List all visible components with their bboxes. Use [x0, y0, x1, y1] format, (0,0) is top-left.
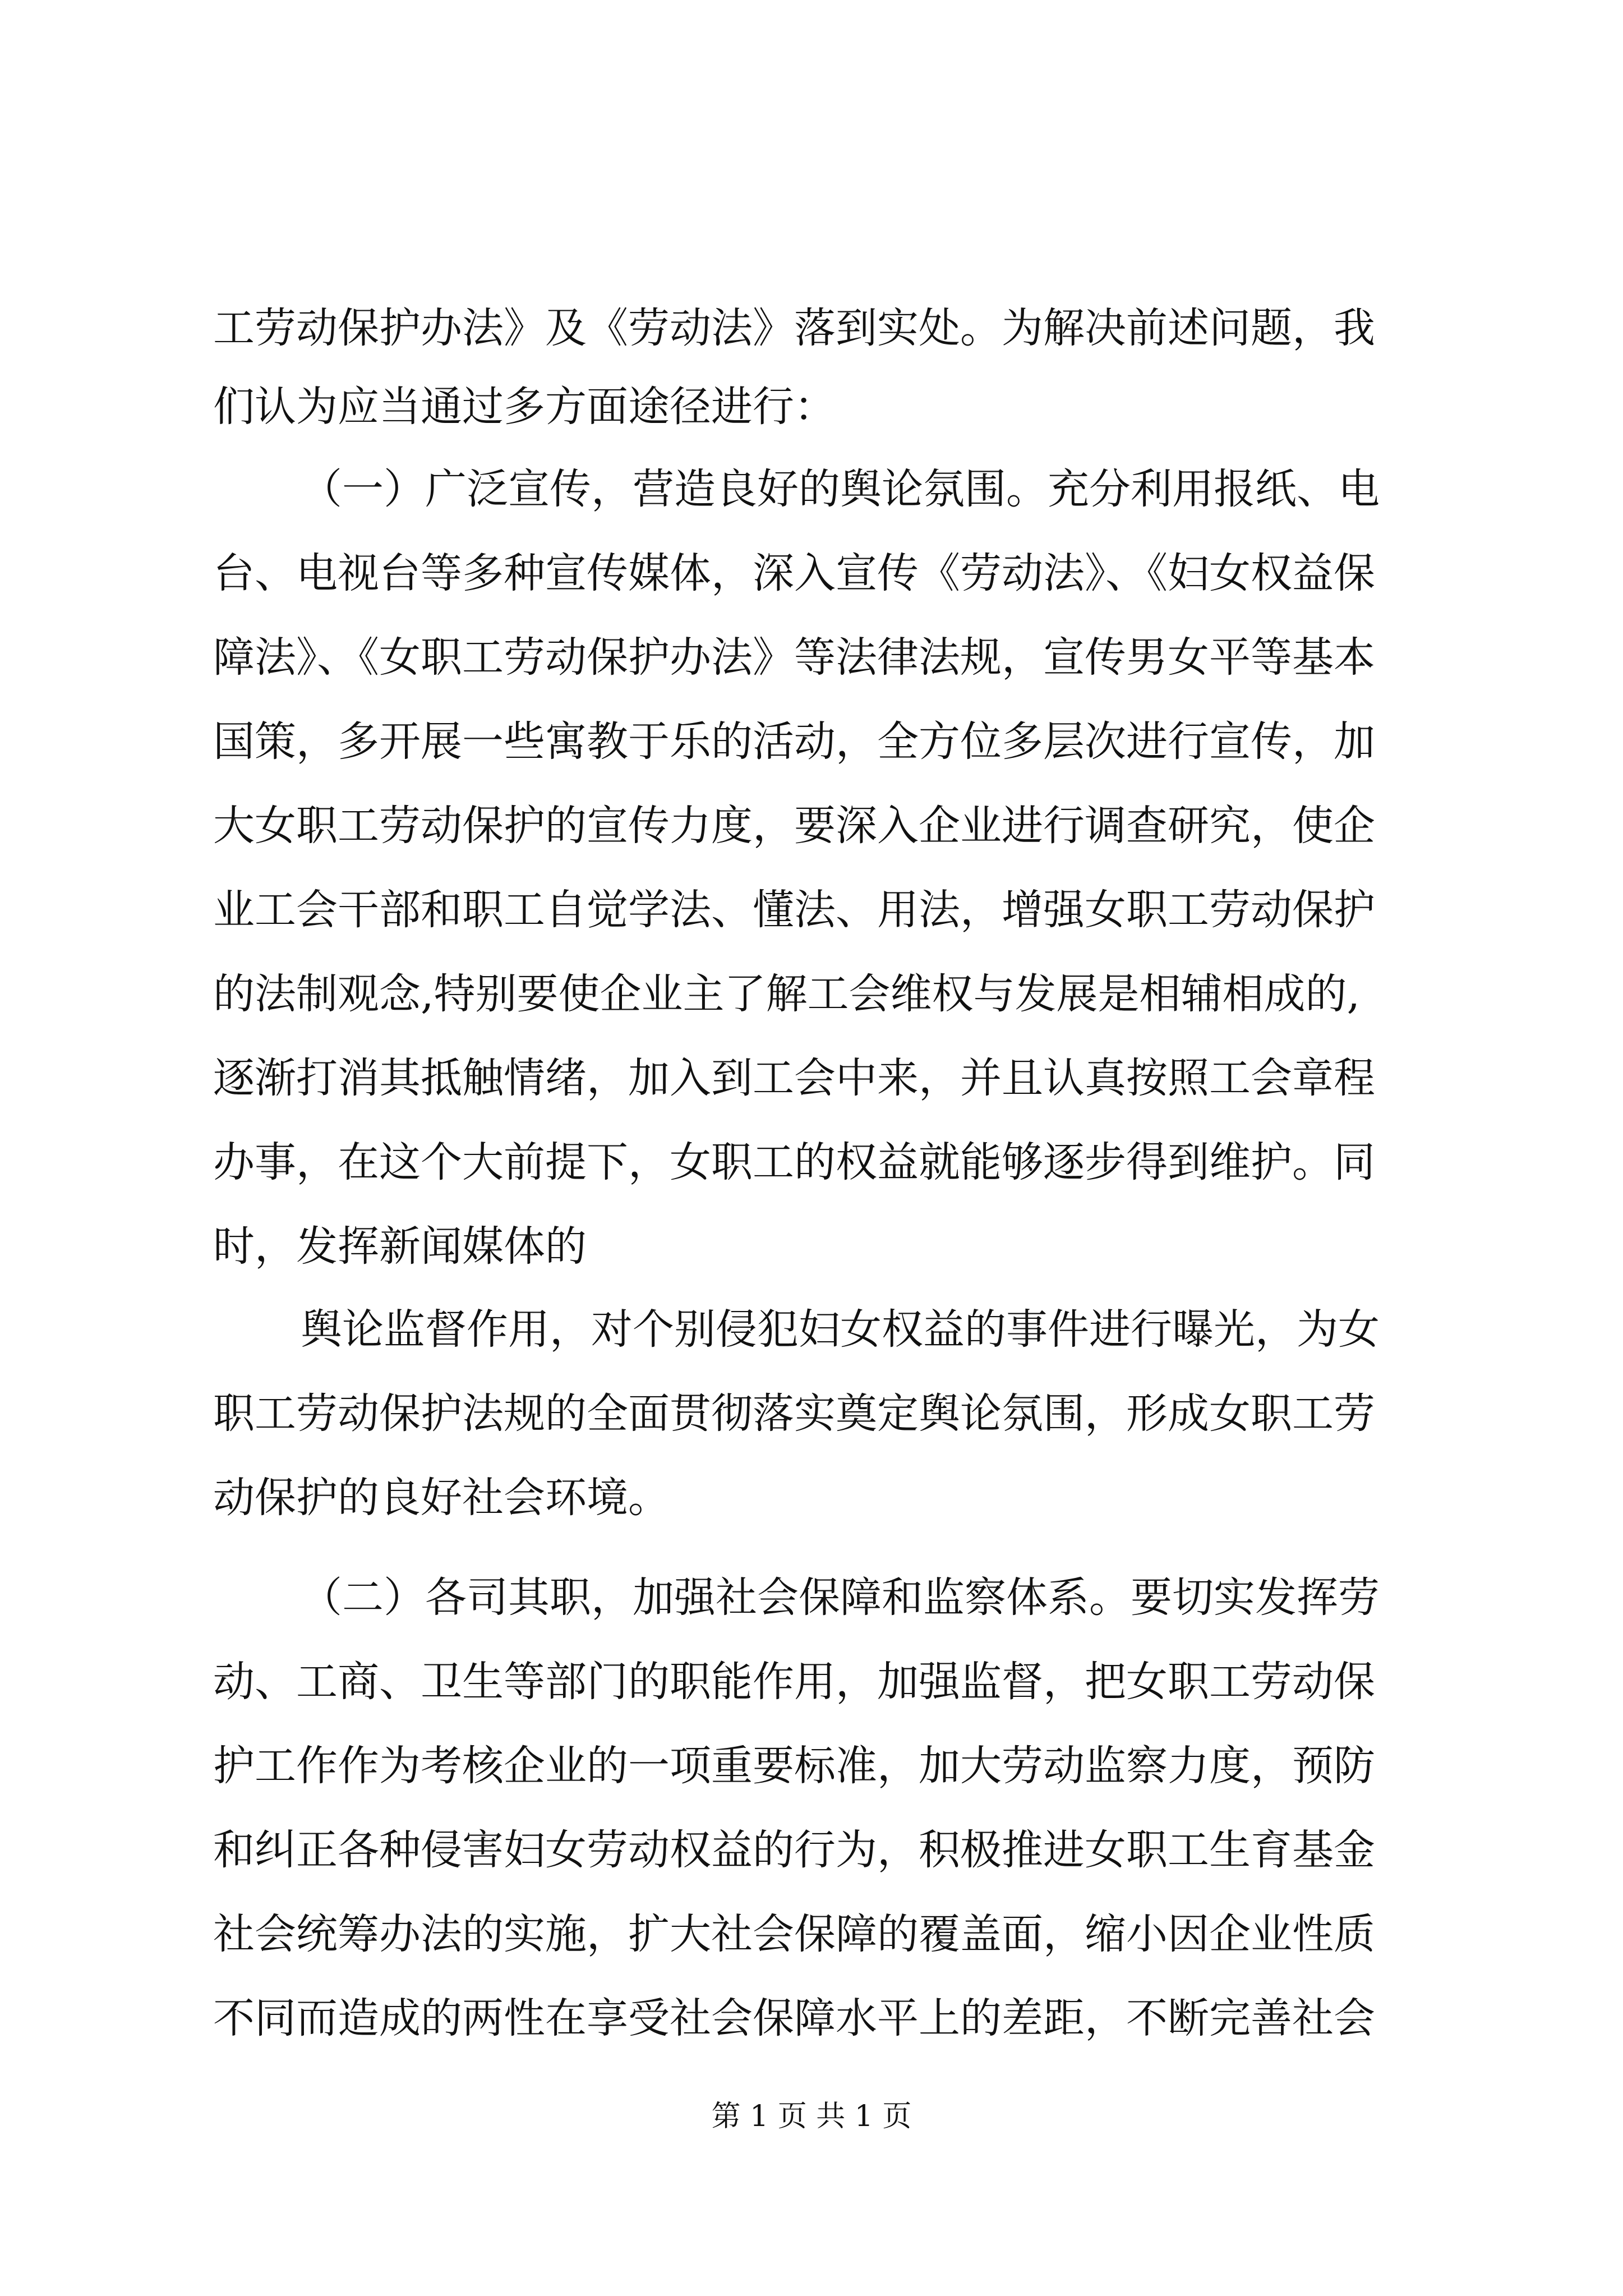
text-line: 职工劳动保护法规的全面贯彻落实奠定舆论氛围，形成女职工劳: [213, 1389, 1375, 1438]
text-line: 工劳动保护办法》及《劳动法》落到实处。为解决前述问题，我: [213, 304, 1375, 352]
text-line: 动、工商、卫生等部门的职能作用，加强监督，把女职工劳动保: [213, 1658, 1375, 1706]
paragraph-start-line: 舆论监督作用，对个别侵犯妇女权益的事件进行曝光，为女: [301, 1305, 1380, 1354]
text-line: 逐渐打消其抵触情绪，加入到工会中来，并且认真按照工会章程: [213, 1054, 1375, 1102]
paragraph-start-line: （一）广泛宣传，营造良好的舆论氛围。充分利用报纸、电: [301, 465, 1380, 513]
text-line: 社会统筹办法的实施，扩大社会保障的覆盖面，缩小因企业性质: [213, 1910, 1375, 1958]
text-line: 和纠正各种侵害妇女劳动权益的行为，积极推进女职工生育基金: [213, 1826, 1375, 1874]
text-line: 业工会干部和职工自觉学法、懂法、用法，增强女职工劳动保护: [213, 886, 1375, 934]
text-line: 动保护的良好社会环境。: [213, 1474, 670, 1522]
paragraph-start-line: （二）各司其职，加强社会保障和监察体系。要切实发挥劳: [301, 1573, 1380, 1622]
text-line: 不同而造成的两性在享受社会保障水平上的差距，不断完善社会: [213, 1994, 1375, 2042]
text-line: 们认为应当通过多方面途径进行：: [213, 383, 836, 431]
page-footer: 第 1 页 共 1 页: [711, 2100, 912, 2133]
text-line: 时，发挥新闻媒体的: [213, 1222, 587, 1271]
text-line: 的法制观念,特别要使企业主了解工会维权与发展是相辅相成的,: [213, 970, 1361, 1018]
text-line: 办事，在这个大前提下，女职工的权益就能够逐步得到维护。同: [213, 1138, 1375, 1186]
text-line: 大女职工劳动保护的宣传力度，要深入企业进行调查研究，使企: [213, 802, 1375, 850]
text-line: 国策，多开展一些寓教于乐的活动，全方位多层次进行宣传，加: [213, 717, 1375, 766]
text-line: 台、电视台等多种宣传媒体，深入宣传《劳动法》、《妇女权益保: [213, 549, 1375, 597]
text-line: 护工作作为考核企业的一项重要标准，加大劳动监察力度，预防: [213, 1742, 1375, 1790]
text-line: 障法》、《女职工劳动保护办法》等法律法规，宣传男女平等基本: [213, 633, 1375, 682]
